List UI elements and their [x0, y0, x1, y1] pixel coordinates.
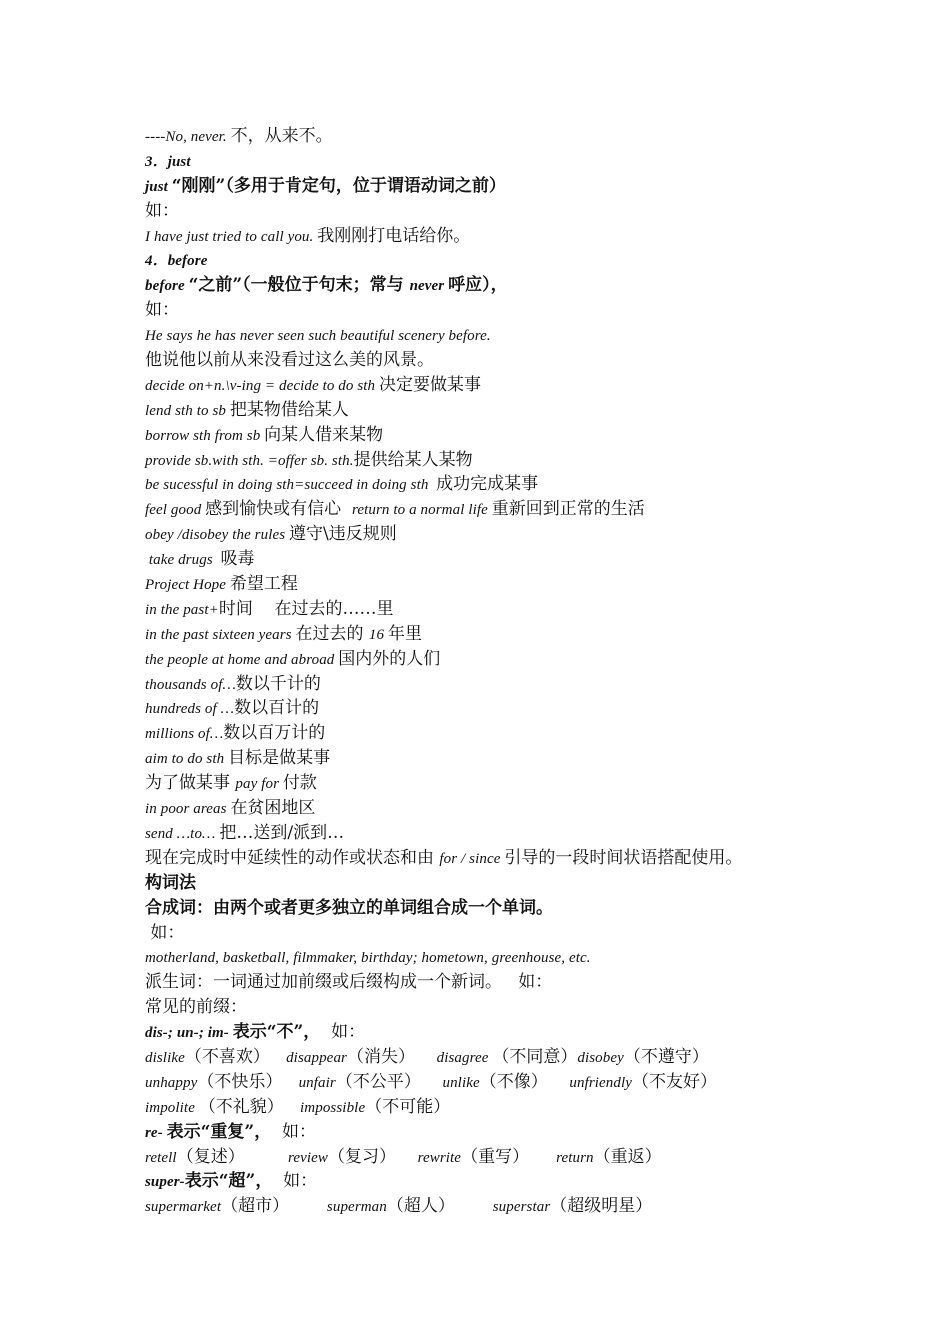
english-text: decide on+n.\v-ing = decide to do sth	[145, 377, 379, 394]
chinese-text: “之前”（一般位于句末；常与	[188, 275, 410, 296]
text-line	[145, 199, 835, 224]
english-text: dis-; un-; im-	[145, 1025, 233, 1042]
chinese-text: 在贫困地区	[230, 798, 316, 819]
text-line	[145, 547, 835, 572]
text-line	[145, 248, 835, 273]
english-text: never	[409, 278, 449, 295]
english-text: disagree	[436, 1049, 493, 1066]
chinese-text: 时间 在过去的……里	[218, 598, 394, 619]
chinese-text: （不像）	[479, 1071, 570, 1092]
english-text: 4．before	[145, 253, 208, 270]
document-body	[145, 124, 835, 1219]
text-line	[145, 1145, 835, 1170]
text-line	[145, 373, 835, 398]
text-line	[145, 497, 835, 522]
english-text: just	[145, 178, 172, 195]
chinese-text: （消失）	[346, 1046, 437, 1067]
chinese-text: （不快乐）	[197, 1071, 299, 1092]
text-line	[145, 149, 835, 174]
text-line	[145, 448, 835, 473]
chinese-text: （不同意）	[492, 1046, 578, 1067]
english-text: unfair	[298, 1074, 336, 1091]
english-text: impolite	[145, 1099, 199, 1116]
text-line	[145, 597, 835, 622]
english-text: ----No, never.	[145, 129, 231, 145]
english-text: superstar	[492, 1199, 551, 1216]
chinese-text: 目标是做某事	[228, 748, 331, 769]
text-line	[145, 348, 835, 373]
chinese-text: 遵守\违反规则	[289, 524, 397, 545]
english-text: take drugs	[145, 552, 221, 569]
text-line	[145, 945, 835, 970]
chinese-text: 引导的一段时间状语搭配使用。	[504, 847, 743, 868]
chinese-text: （超人）	[386, 1196, 493, 1217]
english-text: before	[145, 278, 189, 295]
english-text: feel good	[145, 502, 206, 519]
chinese-text: 表示“不”，	[232, 1022, 321, 1043]
chinese-text: （超级明星）	[550, 1196, 653, 1217]
english-text: 16	[368, 626, 388, 643]
chinese-text: （超市）	[221, 1196, 327, 1217]
chinese-text: 派生词：一词通过加前缀或后缀构成一个新词。 如：	[145, 972, 553, 993]
chinese-text: 他说他以前从来没看过这么美的风景。	[145, 350, 434, 371]
chinese-text: 为了做某事	[145, 773, 236, 794]
english-text: send …to…	[145, 825, 220, 842]
english-text: aim to do sth	[145, 751, 229, 768]
chinese-text: 如：	[272, 1171, 318, 1192]
text-line	[145, 174, 835, 199]
english-text: obey /disobey the rules	[145, 527, 290, 544]
text-line	[145, 771, 835, 796]
english-text: in poor areas	[145, 801, 231, 818]
english-text: for / since	[439, 850, 505, 867]
chinese-text: 数以百计的	[234, 698, 320, 719]
english-text: I have just tried to call you.	[145, 228, 318, 245]
english-text: in the past sixteen years	[145, 626, 296, 643]
text-line	[145, 472, 835, 497]
chinese-text: 年里	[387, 623, 422, 644]
text-line	[145, 124, 835, 149]
english-text: 3．just	[145, 153, 191, 170]
english-text: super-	[145, 1174, 185, 1191]
english-text: unhappy	[145, 1074, 198, 1091]
chinese-text: 数以百万计的	[223, 723, 326, 744]
english-text: lend sth to sb	[145, 402, 230, 419]
chinese-text: 如：	[145, 300, 179, 321]
text-line	[145, 970, 835, 995]
chinese-text: （重写）	[461, 1146, 557, 1167]
chinese-text: （复习）	[327, 1146, 418, 1167]
text-line	[145, 921, 835, 946]
chinese-text: 向某人借来某物	[264, 424, 384, 445]
chinese-text: 希望工程	[229, 574, 298, 595]
chinese-text: （复述）	[176, 1146, 288, 1167]
chinese-text: 数以千计的	[235, 673, 321, 694]
english-text: borrow sth from sb	[145, 427, 265, 444]
english-text: impossible	[300, 1099, 366, 1116]
english-text: He says he has never seen such beautiful scenery before.	[145, 328, 491, 345]
chinese-text: 国内外的人们	[338, 648, 441, 669]
chinese-text: 吸毒	[220, 549, 255, 570]
english-text: millions of…	[145, 726, 224, 743]
english-text: review	[287, 1149, 328, 1166]
english-text: retell	[145, 1149, 177, 1166]
text-line	[145, 1020, 835, 1045]
chinese-text: 提供给某人某物	[353, 449, 473, 470]
chinese-text: 把某物借给某人	[229, 399, 349, 420]
chinese-text: “刚刚”（多用于肯定句，位于谓语动词之前）	[171, 175, 506, 196]
english-text: be sucessful in doing sth=succeed in doing sth	[145, 477, 437, 494]
chinese-text: （不友好）	[632, 1071, 718, 1092]
text-line	[145, 821, 835, 846]
english-text: motherland, basketball, filmmaker, birthday; hometown, greenhouse, etc.	[145, 950, 591, 967]
text-line	[145, 572, 835, 597]
chinese-text: 感到愉快或有信心	[205, 499, 352, 520]
english-text: provide sb.with sth. =offer sb. sth.	[145, 452, 354, 469]
text-line	[145, 721, 835, 746]
english-text: Project Hope	[145, 577, 230, 594]
text-line	[145, 1169, 835, 1194]
chinese-text: 付款	[282, 773, 317, 794]
english-text: in the past+	[145, 601, 219, 618]
english-text: dislike	[145, 1049, 185, 1066]
text-line	[145, 323, 835, 348]
chinese-text: 把…送到/派到…	[219, 822, 345, 843]
chinese-text: （不喜欢）	[184, 1046, 287, 1067]
text-line	[145, 622, 835, 647]
text-line	[145, 1194, 835, 1219]
chinese-text: （不遵守）	[623, 1046, 709, 1067]
text-line	[145, 224, 835, 249]
chinese-text: （不礼貌）	[198, 1096, 301, 1117]
chinese-text: （不可能）	[365, 1096, 451, 1117]
chinese-text: 表示“超”，	[184, 1171, 273, 1192]
english-text: disobey	[577, 1049, 624, 1066]
text-line	[145, 522, 835, 547]
chinese-text: （重返）	[593, 1146, 662, 1167]
chinese-text: 表示“重复”，	[166, 1121, 272, 1142]
text-line	[145, 672, 835, 697]
chinese-text: 成功完成某事	[436, 474, 539, 495]
text-line	[145, 1120, 835, 1145]
english-text: thousands of…	[145, 676, 236, 693]
text-line	[145, 696, 835, 721]
chinese-text: （不公平）	[335, 1071, 443, 1092]
english-text: return to a normal life	[351, 502, 492, 519]
chinese-text: 如：	[271, 1121, 317, 1142]
text-line	[145, 1045, 835, 1070]
text-line	[145, 871, 835, 896]
chinese-text: 决定要做某事	[379, 374, 481, 395]
text-line	[145, 273, 835, 298]
chinese-text: 构词法	[145, 872, 196, 893]
english-text: the people at home and abroad	[145, 651, 339, 668]
chinese-text: 不，从来不。	[230, 126, 333, 146]
text-line	[145, 896, 835, 921]
chinese-text: 如：	[320, 1022, 366, 1043]
english-text: superman	[326, 1199, 387, 1216]
chinese-text: 合成词：由两个或者更多独立的单词组合成一个单词。	[145, 897, 553, 918]
chinese-text: 呼应），	[448, 275, 508, 296]
english-text: pay for	[235, 776, 283, 793]
text-line	[145, 647, 835, 672]
chinese-text: 如：	[145, 922, 185, 943]
text-line	[145, 298, 835, 323]
chinese-text: 我刚刚打电话给你。	[317, 225, 471, 246]
chinese-text: 重新回到正常的生活	[491, 499, 645, 520]
text-line	[145, 995, 835, 1020]
english-text: unfriendly	[569, 1074, 633, 1091]
chinese-text: 在过去的	[295, 623, 369, 644]
text-line	[145, 423, 835, 448]
chinese-text: 现在完成时中延续性的动作或状态和由	[145, 847, 440, 868]
english-text: return	[556, 1149, 594, 1166]
english-text: re-	[145, 1124, 167, 1141]
text-line	[145, 796, 835, 821]
english-text: rewrite	[417, 1149, 462, 1166]
text-line	[145, 398, 835, 423]
chinese-text: 如：	[145, 200, 179, 221]
text-line	[145, 846, 835, 871]
text-line	[145, 1070, 835, 1095]
english-text: supermarket	[145, 1199, 222, 1216]
english-text: disappear	[286, 1049, 347, 1066]
english-text: unlike	[442, 1074, 480, 1091]
text-line	[145, 746, 835, 771]
english-text: hundreds of …	[145, 701, 235, 718]
text-line	[145, 1095, 835, 1120]
chinese-text: 常见的前缀：	[145, 997, 247, 1018]
